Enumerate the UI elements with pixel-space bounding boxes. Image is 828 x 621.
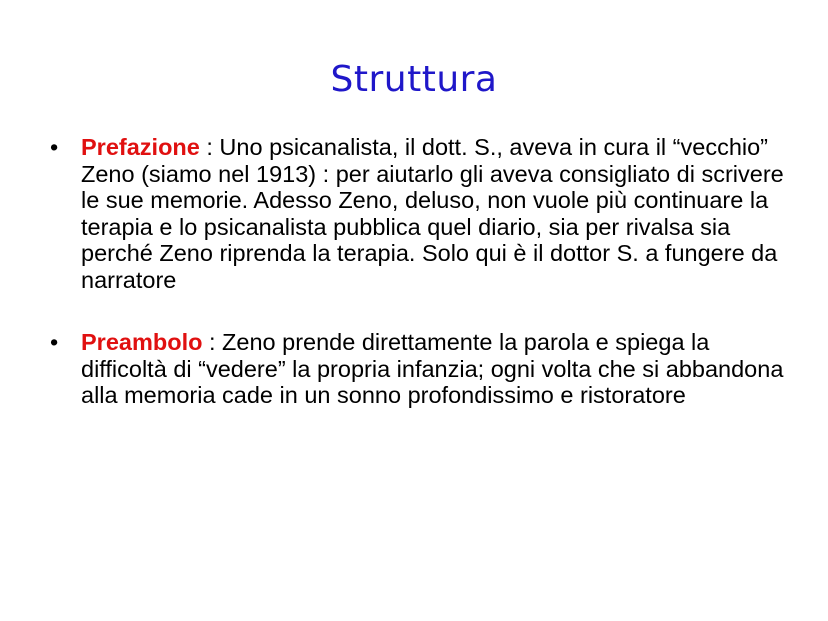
bullet-icon: • bbox=[50, 329, 59, 355]
slide-title: Struttura bbox=[330, 59, 498, 100]
bullet-text: : Uno psicanalista, il dott. S., aveva in cura il “vecchio” Zeno (siamo nel 1913) : per aiutarlo gli aveva consigliato di scrivere le sue memorie. Adesso Zeno, deluso, non vuole più continuare la terapia e lo psicanalista pubblica quel diario, sia per rivalsa sia perché Zeno riprenda la terapia. Solo qui è il dottor S. a fungere da narratore bbox=[81, 134, 784, 293]
bullet-term: Preambolo bbox=[81, 329, 203, 355]
bullet-text: : Zeno prende direttamente la parola e spiega la difficoltà di “vedere” la propria infanzia; ogni volta che si abbandona alla memoria cade in un sonno profondissimo e ristoratore bbox=[81, 329, 784, 408]
bullet-icon: • bbox=[50, 134, 59, 160]
bullet-item-preambolo bbox=[50, 329, 790, 409]
bullet-list bbox=[50, 134, 790, 409]
bullet-item-prefazione bbox=[50, 134, 790, 293]
bullet-term: Prefazione bbox=[81, 134, 200, 160]
